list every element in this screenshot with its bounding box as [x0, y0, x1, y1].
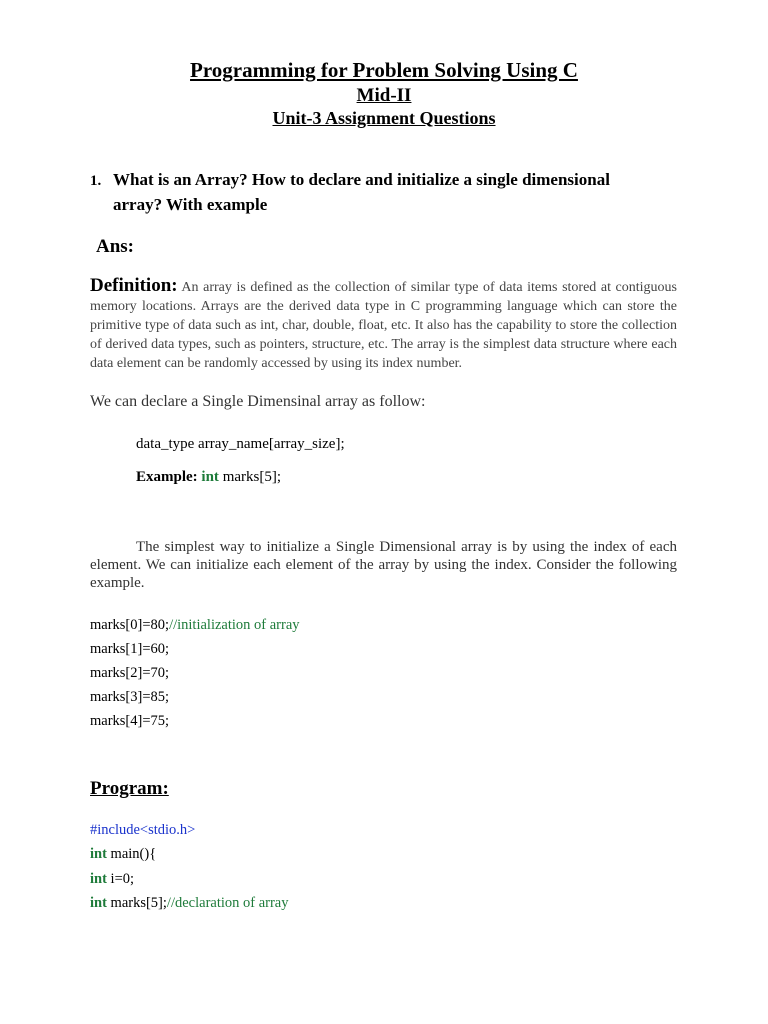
answer-label: Ans: [96, 236, 135, 257]
example-label: Example: [136, 469, 198, 485]
initialization-text: The simplest way to initialize a Single Dimensional array is by using the index of each element. We can initialize each element of the array by using the index. Consider the following example. [90, 539, 677, 591]
code-text: main(){ [110, 846, 157, 862]
code-comment: //declaration of array [166, 895, 289, 911]
code-text: marks[5]; [110, 895, 167, 911]
code-line [90, 713, 169, 730]
program-heading: Program: [90, 778, 169, 799]
code-text: marks[4]=75; [90, 713, 170, 729]
code-comment: //initialization of array [169, 617, 300, 633]
program-line [90, 846, 156, 863]
question-number: 1. [90, 173, 102, 189]
code-line [90, 689, 169, 706]
document-title: Programming for Problem Solving Using C [190, 58, 578, 82]
include-line: #include<stdio.h> [90, 822, 196, 838]
code-text: marks[1]=60; [90, 641, 170, 657]
code-line [90, 641, 169, 658]
code-text: marks[3]=85; [90, 689, 170, 705]
program-line [90, 895, 289, 912]
unit-heading: Unit-3 Assignment Questions [272, 108, 496, 128]
code-text: marks[2]=70; [90, 665, 170, 681]
definition-label: Definition: [90, 275, 178, 296]
declaration-syntax: data_type array_name[array_size]; [136, 436, 345, 452]
definition-text: An array is defined as the collection of similar type of data items stored at contiguous memory locations. Arrays are the derived data type in C programming language which can store the primitive type of data such as int, char, double, float, etc. It also has the capability to store the collection of derived data types, such as pointers, structure, etc. The array is the simplest data structure where each data element can be randomly accessed by using its index number. [90, 280, 677, 371]
example-line [136, 469, 281, 486]
code-text: marks[0]=80; [90, 617, 170, 633]
code-text: i=0; [110, 871, 135, 887]
code-keyword: int [90, 871, 107, 887]
example-keyword: int [201, 469, 219, 485]
program-line [90, 871, 134, 888]
question-text: What is an Array? How to declare and initialize a single dimensional array? With example [113, 170, 610, 214]
document-subtitle: Mid-II [356, 85, 412, 106]
example-code: marks[5]; [222, 469, 282, 485]
code-line [90, 617, 300, 634]
code-keyword: int [90, 895, 107, 911]
definition-paragraph [90, 276, 677, 373]
code-keyword: int [90, 846, 107, 862]
code-line [90, 665, 169, 682]
declare-text: We can declare a Single Dimensinal array as follow: [90, 393, 426, 410]
initialization-paragraph [90, 538, 677, 592]
